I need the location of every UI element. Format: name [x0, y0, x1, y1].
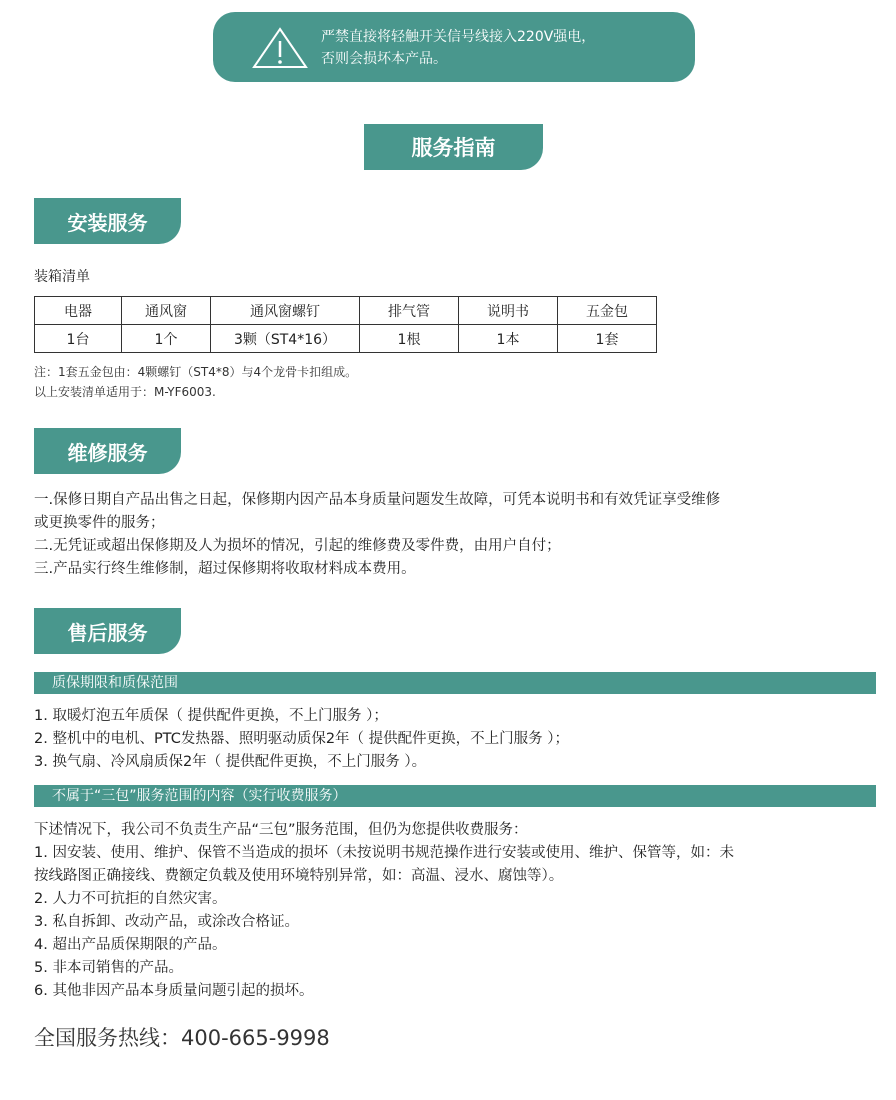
- table-header-cell: 五金包: [558, 297, 657, 325]
- table-cell: 1根: [360, 325, 459, 353]
- excluded-item: 6. 其他非因产品本身质量问题引起的损坏。: [34, 983, 314, 999]
- excluded-item: 2. 人力不可抗拒的自然灾害。: [34, 891, 227, 907]
- repair-line: 一.保修日期自产品出售之日起，保修期内因产品本身质量问题发生故障，可凭本说明书和有效凭证享受维修: [34, 492, 721, 508]
- repair-line: 或更换零件的服务；: [34, 515, 165, 531]
- excluded-item: 下述情况下，我公司不负责生产品“三包”服务范围，但仍为您提供收费服务：: [34, 822, 528, 838]
- table-header-cell: 电器: [35, 297, 122, 325]
- excluded-item: 4. 超出产品质保期限的产品。: [34, 937, 227, 953]
- packing-note-line-1: 注：1套五金包由：4颗螺钉（ST4*8）与4个龙骨卡扣组成。: [34, 365, 358, 379]
- excluded-item: 1. 因安装、使用、维护、保管不当造成的损坏（未按说明书规范操作进行安装或使用、维护、保管等，如：未: [34, 845, 734, 861]
- warning-line-1: 严禁直接将轻触开关信号线接入220V强电，: [321, 29, 596, 45]
- table-header-cell: 通风窗: [122, 297, 211, 325]
- table-cell: 1个: [122, 325, 211, 353]
- repair-text: [34, 489, 874, 581]
- table-header-cell: 通风窗螺钉: [211, 297, 360, 325]
- table-header-row: [35, 297, 657, 325]
- guide-title: 服务指南: [364, 124, 543, 170]
- excluded-item: 5. 非本司销售的产品。: [34, 960, 183, 976]
- warranty-item: 1. 取暖灯泡五年质保（ 提供配件更换，不上门服务 ）；: [34, 708, 388, 724]
- service-hotline: 全国服务热线：400-665-9998: [34, 1026, 330, 1050]
- table-cell: 1本: [459, 325, 558, 353]
- table-row: [35, 325, 657, 353]
- excluded-scope-band: 不属于“三包”服务范围的内容（实行收费服务）: [34, 785, 876, 807]
- packing-note-line-2: 以上安装清单适用于：M-YF6003.: [34, 385, 216, 399]
- table-header-cell: 说明书: [459, 297, 558, 325]
- table-cell: 3颗（ST4*16）: [211, 325, 360, 353]
- table-cell: 1台: [35, 325, 122, 353]
- warning-triangle-icon: [251, 26, 309, 70]
- table-cell: 1套: [558, 325, 657, 353]
- packing-note: [34, 362, 357, 402]
- warranty-item: 2. 整机中的电机、PTC发热器、照明驱动质保2年（ 提供配件更换，不上门服务 ）；: [34, 731, 570, 747]
- table-header-cell: 排气管: [360, 297, 459, 325]
- repair-line: 二.无凭证或超出保修期及人为损坏的情况，引起的维修费及零件费，由用户自付；: [34, 538, 561, 554]
- repair-section-title: 维修服务: [34, 428, 181, 474]
- repair-line: 三.产品实行终生维修制，超过保修期将收取材料成本费用。: [34, 561, 416, 577]
- packing-list-title: 装箱清单: [34, 269, 90, 285]
- warranty-item: 3. 换气扇、冷风扇质保2年（ 提供配件更换，不上门服务 ）。: [34, 754, 427, 770]
- warranty-scope-band: 质保期限和质保范围: [34, 672, 876, 694]
- install-section-title: 安装服务: [34, 198, 181, 244]
- excluded-item: 3. 私自拆卸、改动产品，或涂改合格证。: [34, 914, 299, 930]
- warning-text: [321, 26, 595, 70]
- excluded-item: 按线路图正确接线、费额定负载及使用环境特别异常，如：高温、浸水、腐蚀等）。: [34, 868, 564, 884]
- warning-line-2: 否则会损坏本产品。: [321, 51, 447, 67]
- after-sales-section-title: 售后服务: [34, 608, 181, 654]
- packing-list-table: [34, 296, 657, 353]
- warning-banner: [213, 12, 695, 82]
- warranty-list: [34, 705, 874, 774]
- excluded-list: [34, 819, 874, 1003]
